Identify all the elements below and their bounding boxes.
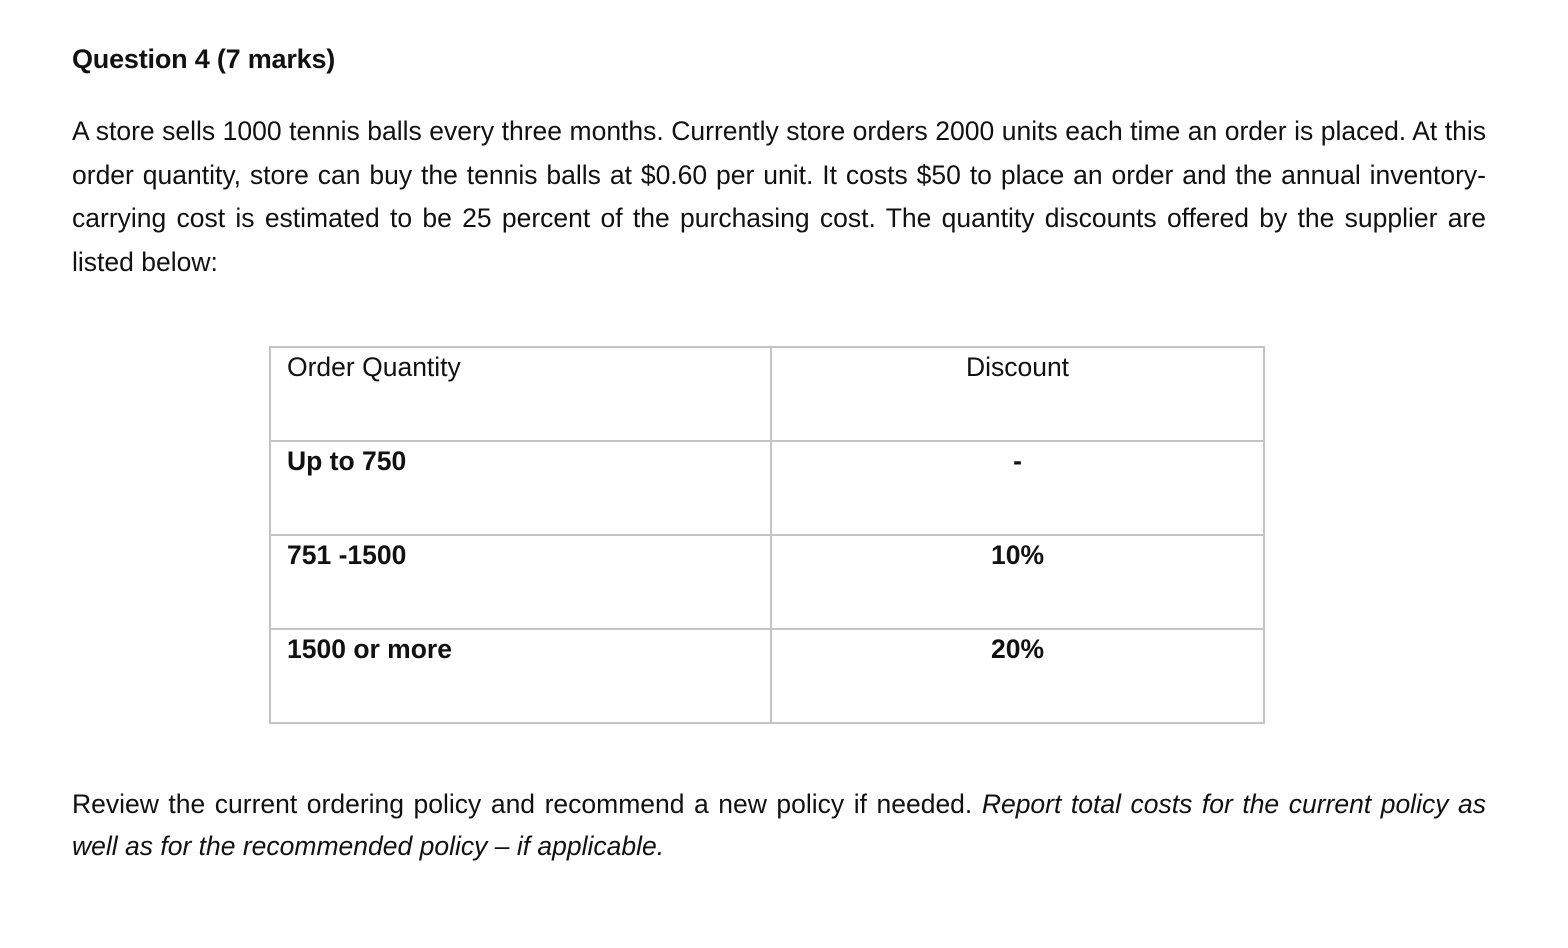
- closing-instruction: [72, 784, 1486, 867]
- row-discount: -: [771, 441, 1264, 535]
- row-quantity: Up to 750: [270, 441, 771, 535]
- row-discount: 20%: [771, 629, 1264, 723]
- question-heading: Question 4 (7 marks): [72, 44, 336, 74]
- header-discount: Discount: [771, 347, 1264, 441]
- row-discount: 10%: [771, 535, 1264, 629]
- closing-italic-text: Report total costs for the current policy as well as for the recommended policy – if applicable.: [72, 789, 1486, 861]
- row-quantity: 751 -1500: [270, 535, 771, 629]
- table-row: [270, 441, 1264, 535]
- table-header-row: [270, 347, 1264, 441]
- closing-text: Review the current ordering policy and recommend a new policy if needed.: [72, 789, 973, 819]
- discount-table: [269, 346, 1265, 719]
- row-quantity: 1500 or more: [270, 629, 771, 723]
- header-order-quantity: Order Quantity: [270, 347, 771, 441]
- table-row: [270, 535, 1264, 629]
- table-row: [270, 629, 1264, 723]
- question-paragraph: A store sells 1000 tennis balls every three months. Currently store orders 2000 units each time an order is placed. At this order quantity, store can buy the tennis balls at $0.60 per unit. It costs $50 to place an order and the annual inventory-carrying cost is estimated to be 25 percent of the purchasing cost. The quantity discounts offered by the supplier are listed below:: [72, 116, 1486, 278]
